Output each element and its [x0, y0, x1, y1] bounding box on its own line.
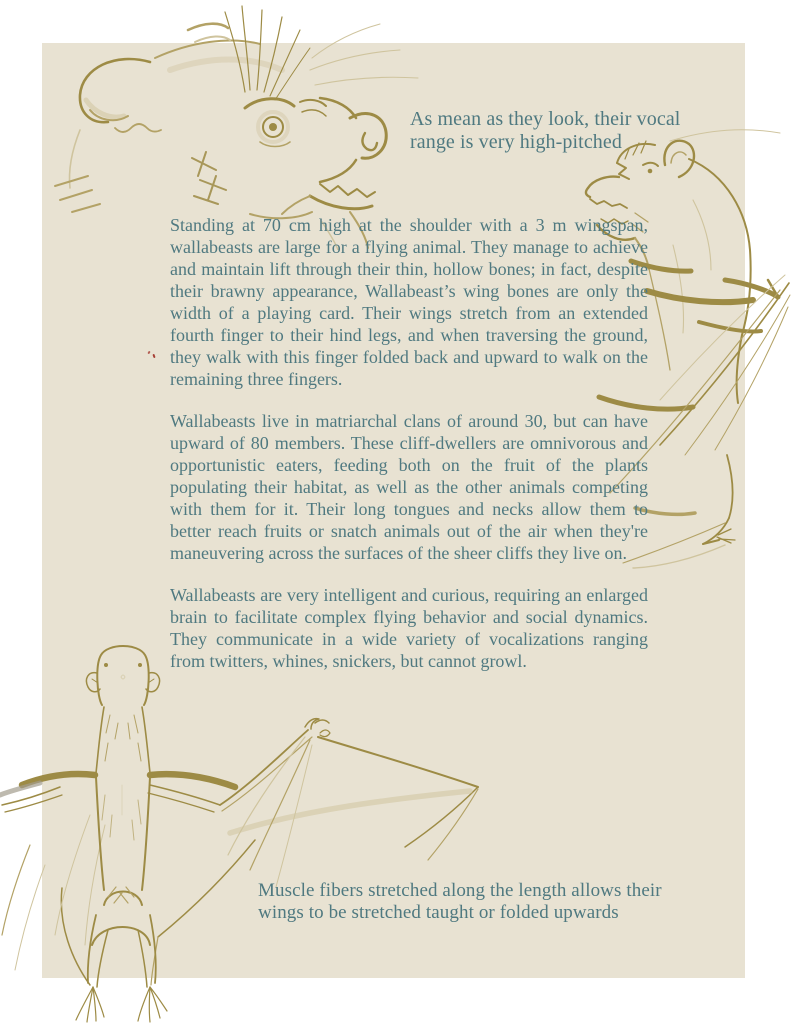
muscle-annotation: Muscle fibers stretched along the length allows their wings to be stretched taught or folded upwards	[258, 880, 662, 924]
vocal-annotation: As mean as they look, their vocal range is very high-pitched	[410, 108, 681, 154]
paragraph-social-behavior: Wallabeasts live in matriarchal clans of around 30, but can have upward of 80 members. These cliff-dwellers are omnivorous and opportunistic eaters, feeding both on the fruit of the plants populating their habitat, as well as the other animals competing with them for it. Their long tongues and necks allow them to better reach fruits or snatch animals out of the air when they're maneuvering across the surfaces of the sheer cliffs they live on.	[170, 411, 648, 563]
body-text	[170, 214, 648, 692]
red-ink-speck	[148, 351, 156, 359]
paragraph-physiology: Standing at 70 cm high at the shoulder with a 3 m wingspan, wallabeasts are large for a flying animal. They manage to achieve and maintain lift through their thin, hollow bones; in fact, despite their brawny appearance, Wallabeast’s wing bones are only the width of a playing card. Their wings stretch from an extended fourth finger to their hind legs, and when traversing the ground, they walk with this finger folded back and upward to walk on the remaining three fingers.	[170, 215, 648, 389]
paragraph-intelligence: Wallabeasts are very intelligent and curious, requiring an enlarged brain to facilitate complex flying behavior and social dynamics. They communicate in a wide variety of vocalizations ranging from twitters, whines, snickers, but cannot growl.	[170, 585, 648, 671]
